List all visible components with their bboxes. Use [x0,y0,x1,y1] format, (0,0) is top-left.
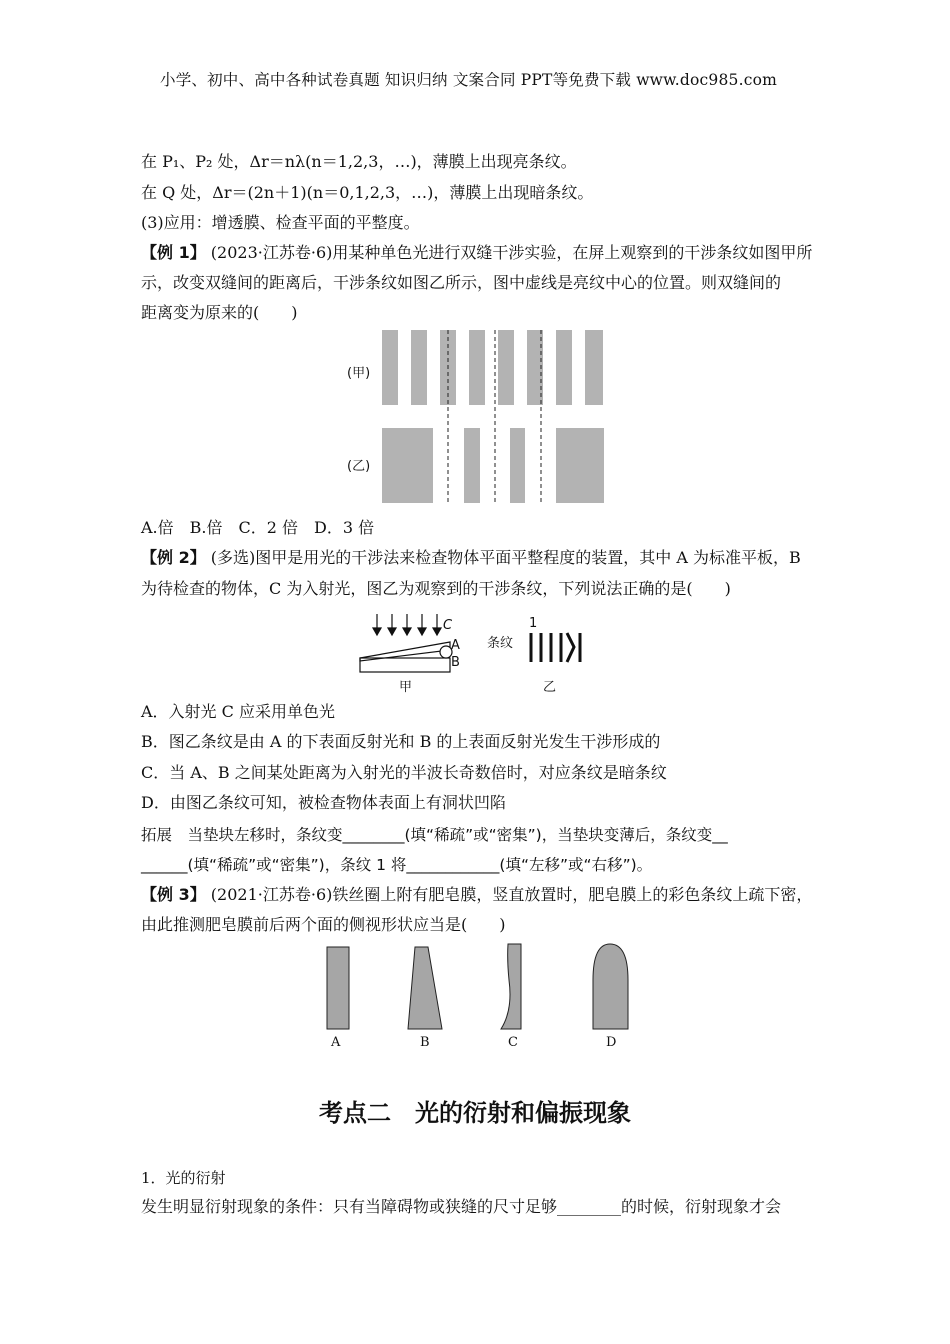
example2-tag: 【例 2】 [141,548,206,567]
section-title: 考点二 光的衍射和偏振现象 [319,1099,631,1127]
example2-optA: A．入射光 C 应采用单色光 [141,702,335,721]
extension-line1: 拓展 当垫块左移时，条纹变________(填“稀疏”或“密集”)，当垫块变薄后，条纹变__ [141,826,728,844]
label-fringe-1: 1 [529,616,538,631]
shape-A [327,947,349,1029]
fig-yi-label: (乙) [347,459,371,474]
label-B: B [451,655,460,670]
shape-label-A: A [331,1035,341,1050]
body-line-1: 在 P₁、P₂ 处，Δr＝nλ(n＝1,2,3，…)，薄膜上出现亮条纹。 [141,152,577,171]
example3-text1: (2021·江苏卷·6)铁丝圈上附有肥皂膜，竖直放置时，肥皂膜上的彩色条纹上疏下密， [205,885,813,904]
example2-optD: D．由图乙条纹可知，被检查物体表面上有洞状凹陷 [141,793,506,812]
example2-optC: C．当 A、B 之间某处距离为入射光的半波长奇数倍时，对应条纹是暗条纹 [141,763,667,782]
example3-tag: 【例 3】 [141,885,206,904]
interference-fringe-figure [382,330,612,510]
shape-C [501,944,521,1029]
example2-text1: (多选)图甲是用光的干涉法来检查物体平面平整程度的装置，其中 A 为标准平板，B [205,548,801,567]
shape-D [593,944,628,1029]
example2-line2: 为待检查的物体，C 为入射光，图乙为观察到的干涉条纹，下列说法正确的是( ) [141,579,731,598]
label-A: A [451,638,460,653]
body-line-2: 在 Q 处，Δr＝(2n＋1)(n＝0,1,2,3，…)，薄膜上出现暗条纹。 [141,183,594,202]
example2-line1 [141,548,801,568]
shape-B [408,947,442,1029]
soap-film-shapes-figure [325,940,635,1035]
label-jia: 甲 [399,680,413,695]
example1-text1: (2023·江苏卷·6)用某种单色光进行双缝干涉实验，在屏上观察到的干涉条纹如图甲所 [205,243,813,262]
fig-jia-label: (甲) [347,366,371,381]
example3-line2: 由此推测肥皂膜前后两个面的侧视形状应当是( ) [141,915,506,934]
example1-line2: 示，改变双缝间的距离后，干涉条纹如图乙所示，图中虚线是亮纹中心的位置。则双缝间的 [141,273,782,292]
example1-line3: 距离变为原来的( ) [141,303,298,322]
label-C: C [443,618,453,633]
label-tiaowen: 条纹 [487,636,514,651]
example1-line1 [141,243,812,263]
wedge-apparatus-figure [355,612,615,692]
example1-options: A.倍 B.倍 C．2 倍 D．3 倍 [141,518,375,537]
fringes-yi [382,428,604,503]
example1-tag: 【例 1】 [141,243,206,262]
label-yi: 乙 [543,680,557,695]
shape-label-D: D [606,1035,617,1050]
example2-optB: B．图乙条纹是由 A 的下表面反射光和 B 的上表面反射光发生干涉形成的 [141,732,661,751]
page-header: 小学、初中、高中各种试卷真题 知识归纳 文案合同 PPT等免费下载 www.doc985.com [160,71,778,89]
fringes-jia [382,330,603,405]
shape-label-B: B [420,1035,430,1050]
extension-line2: ______(填“稀疏”或“密集”)，条纹 1 将____________(填“左移”或“右移”)。 [141,856,653,874]
example3-line1 [141,885,812,905]
section-item1: 1．光的衍射 [141,1169,226,1187]
section-item1-text: 发生明显衍射现象的条件：只有当障碍物或狭缝的尺寸足够________的时候，衍射现象才会 [141,1197,782,1216]
shape-label-C: C [508,1035,518,1050]
body-line-3: (3)应用：增透膜、检查平面的平整度。 [141,213,420,232]
